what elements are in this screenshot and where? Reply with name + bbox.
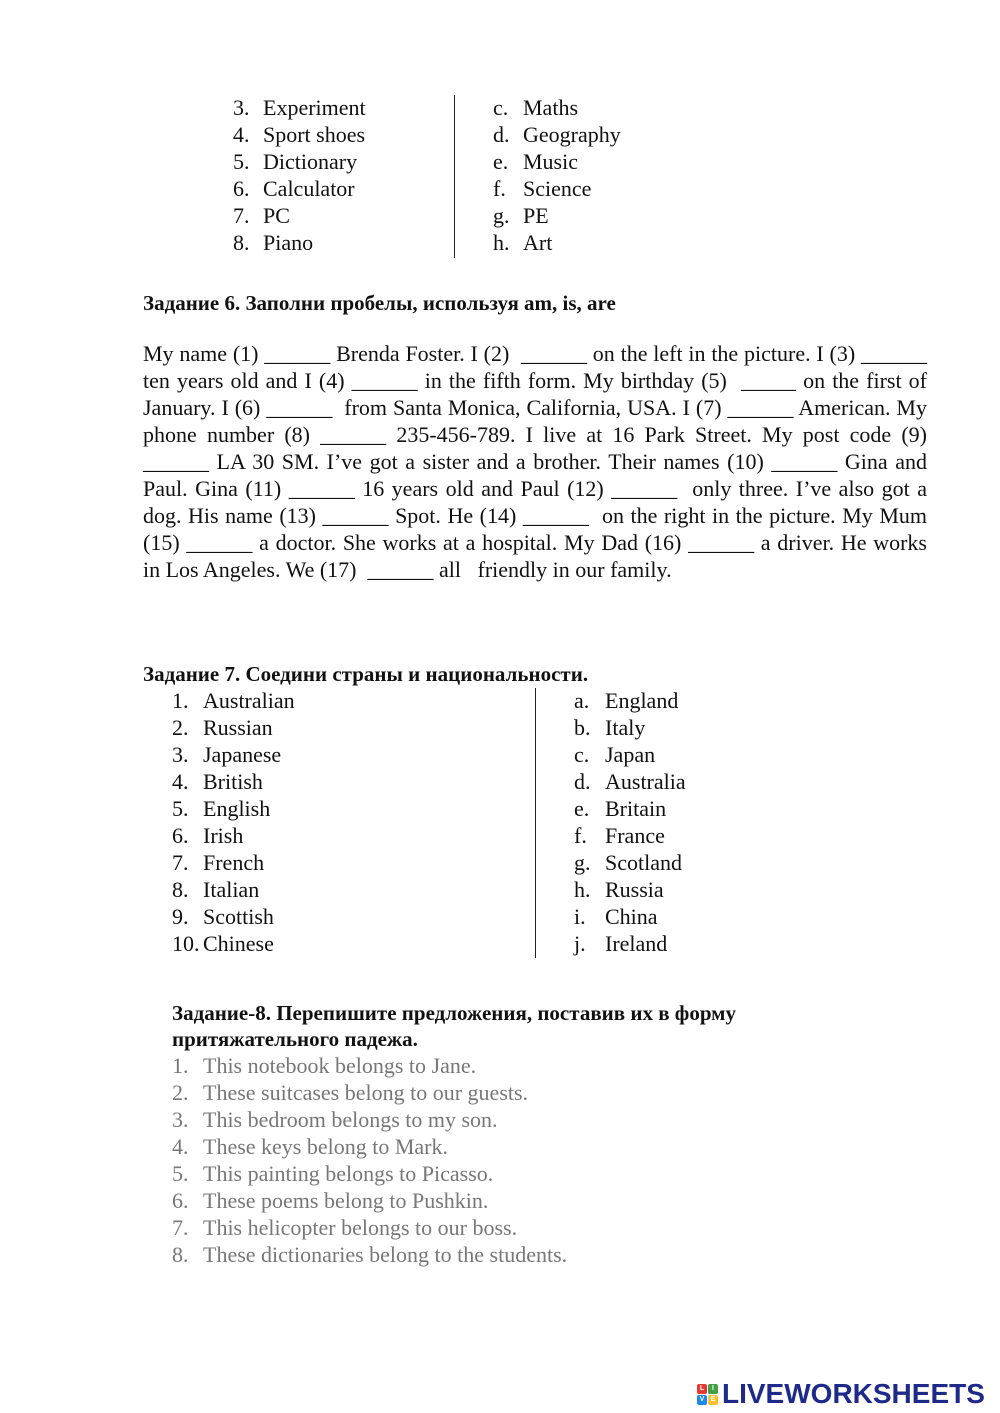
item-text: France	[605, 823, 665, 848]
list-item	[233, 175, 355, 202]
item-number: 3.	[172, 1107, 189, 1132]
item-text: Italy	[605, 715, 646, 740]
item-text: Britain	[605, 796, 667, 821]
item-number: 8.	[172, 1242, 189, 1267]
item-text: Calculator	[263, 176, 355, 201]
item-letter: f.	[574, 823, 587, 848]
item-number: 10.	[172, 931, 200, 956]
item-text: This helicopter belongs to our boss.	[203, 1215, 518, 1240]
item-text: Art	[523, 230, 553, 255]
list-item	[172, 1106, 498, 1133]
list-item	[574, 741, 655, 768]
item-number: 5.	[172, 1161, 189, 1186]
task6-paragraph: My name (1) ______ Brenda Foster. I (2) ______ on the left in the picture. I (3) ______ ten years old and I (4) ______ in the fifth form. My birthday (5) _____ on the first of January. I (6) ______ from Santa Monica, California, USA. I (7) ______ American. My phone number (8) ______ 235-456-789. I live at 16 Park Street. My post code (9) ______ LA 30 SM. I’ve got a sister and a brother. Their names (10) ______ Gina and Paul. Gina (11) ______ 16 years old and Paul (12) ______ only three. I’ve also got a dog. His name (13) ______ Spot. He (14) ______ on the right in the picture. My Mum (15) ______ a doctor. She works at a hospital. My Dad (16) ______ a driver. He works in Los Angeles. We (17) ______ all friendly in our family.	[143, 341, 938, 582]
item-letter: d.	[493, 122, 510, 147]
list-item	[233, 121, 365, 148]
item-text: Sport shoes	[263, 122, 366, 147]
task8-heading-line1: Задание-8. Перепишите предложения, поставив их в форму	[172, 1001, 736, 1025]
item-text: This notebook belongs to Jane.	[203, 1053, 477, 1078]
list-item	[172, 1133, 448, 1160]
item-letter: a.	[574, 688, 590, 713]
list-item	[574, 930, 667, 957]
item-text: Piano	[263, 230, 314, 255]
item-text: Maths	[523, 95, 578, 120]
item-number: 1.	[172, 688, 189, 713]
list-item	[172, 876, 259, 903]
item-text: Geography	[523, 122, 621, 147]
item-letter: c.	[574, 742, 590, 767]
list-item	[574, 822, 665, 849]
item-text: Russian	[203, 715, 273, 740]
item-number: 7.	[233, 203, 250, 228]
item-letter: g.	[493, 203, 510, 228]
item-text: China	[605, 904, 658, 929]
list-item	[172, 1079, 528, 1106]
item-text: Music	[523, 149, 578, 174]
item-text: Australia	[605, 769, 686, 794]
item-text: French	[203, 850, 265, 875]
item-text: England	[605, 688, 679, 713]
list-item	[493, 175, 591, 202]
list-item	[493, 121, 621, 148]
item-number: 2.	[172, 715, 189, 740]
item-number: 1.	[172, 1053, 189, 1078]
list-item	[493, 229, 552, 256]
logo-mark-icon	[697, 1384, 718, 1405]
item-text: This bedroom belongs to my son.	[203, 1107, 498, 1132]
item-text: Chinese	[203, 931, 274, 956]
item-letter: e.	[493, 149, 509, 174]
list-item	[172, 714, 273, 741]
item-number: 2.	[172, 1080, 189, 1105]
list-item	[574, 876, 664, 903]
logo-mark-cell: L	[697, 1384, 707, 1394]
item-text: Russia	[605, 877, 664, 902]
item-text: Science	[523, 176, 592, 201]
column-divider	[454, 95, 455, 258]
list-item	[172, 930, 274, 957]
item-number: 5.	[233, 149, 250, 174]
item-text: English	[203, 796, 271, 821]
list-item	[493, 202, 549, 229]
liveworksheets-logo	[697, 1377, 985, 1411]
list-item	[233, 229, 313, 256]
task7-heading: Задание 7. Соедини страны и национальности.	[143, 662, 589, 686]
list-item	[172, 1214, 517, 1241]
list-item	[574, 903, 658, 930]
list-item	[172, 1160, 493, 1187]
list-item	[574, 849, 682, 876]
item-letter: e.	[574, 796, 590, 821]
task8-heading-line2: притяжательного падежа.	[172, 1027, 418, 1051]
list-item	[172, 1052, 476, 1079]
list-item	[172, 849, 264, 876]
list-item	[233, 148, 357, 175]
list-item	[172, 1187, 488, 1214]
list-item	[172, 687, 295, 714]
list-item	[574, 687, 678, 714]
list-item	[172, 768, 263, 795]
item-letter: g.	[574, 850, 591, 875]
item-text: PC	[263, 203, 290, 228]
list-item	[493, 148, 578, 175]
item-text: Italian	[203, 877, 260, 902]
item-number: 7.	[172, 850, 189, 875]
logo-mark-cell: E	[708, 1395, 718, 1405]
list-item	[172, 822, 243, 849]
item-number: 4.	[172, 769, 189, 794]
item-number: 5.	[172, 796, 189, 821]
item-letter: i.	[574, 904, 586, 929]
item-text: These poems belong to Pushkin.	[203, 1188, 489, 1213]
list-item	[233, 94, 366, 121]
item-letter: h.	[493, 230, 510, 255]
item-number: 8.	[172, 877, 189, 902]
logo-mark-cell: I	[708, 1384, 718, 1394]
item-number: 4.	[172, 1134, 189, 1159]
item-letter: c.	[493, 95, 509, 120]
logo-text: LIVEWORKSHEETS	[722, 1378, 985, 1409]
item-text: Dictionary	[263, 149, 358, 174]
item-letter: b.	[574, 715, 591, 740]
item-number: 6.	[172, 823, 189, 848]
item-text: Japan	[605, 742, 656, 767]
item-number: 6.	[233, 176, 250, 201]
item-number: 3.	[172, 742, 189, 767]
list-item	[493, 94, 578, 121]
item-letter: f.	[493, 176, 506, 201]
item-text: These dictionaries belong to the students.	[203, 1242, 568, 1267]
item-number: 6.	[172, 1188, 189, 1213]
item-text: These keys belong to Mark.	[203, 1134, 448, 1159]
list-item	[574, 714, 645, 741]
item-text: PE	[523, 203, 549, 228]
item-letter: j.	[574, 931, 586, 956]
item-text: Scottish	[203, 904, 274, 929]
item-letter: d.	[574, 769, 591, 794]
item-number: 4.	[233, 122, 250, 147]
item-number: 8.	[233, 230, 250, 255]
item-text: These suitcases belong to our guests.	[203, 1080, 529, 1105]
item-text: Ireland	[605, 931, 668, 956]
list-item	[574, 795, 666, 822]
item-text: Experiment	[263, 95, 366, 120]
list-item	[172, 1241, 567, 1268]
item-text: Irish	[203, 823, 244, 848]
task6-heading: Задание 6. Заполни пробелы, используя am, is, are	[143, 291, 616, 315]
item-text: Japanese	[203, 742, 282, 767]
item-text: This painting belongs to Picasso.	[203, 1161, 494, 1186]
item-letter: h.	[574, 877, 591, 902]
item-text: Australian	[203, 688, 295, 713]
item-text: British	[203, 769, 263, 794]
list-item	[172, 903, 274, 930]
list-item	[172, 795, 270, 822]
item-number: 7.	[172, 1215, 189, 1240]
item-text: Scotland	[605, 850, 682, 875]
list-item	[574, 768, 686, 795]
item-number: 3.	[233, 95, 250, 120]
list-item	[233, 202, 290, 229]
item-number: 9.	[172, 904, 189, 929]
column-divider	[535, 688, 536, 958]
list-item	[172, 741, 281, 768]
logo-mark-cell: V	[697, 1395, 707, 1405]
